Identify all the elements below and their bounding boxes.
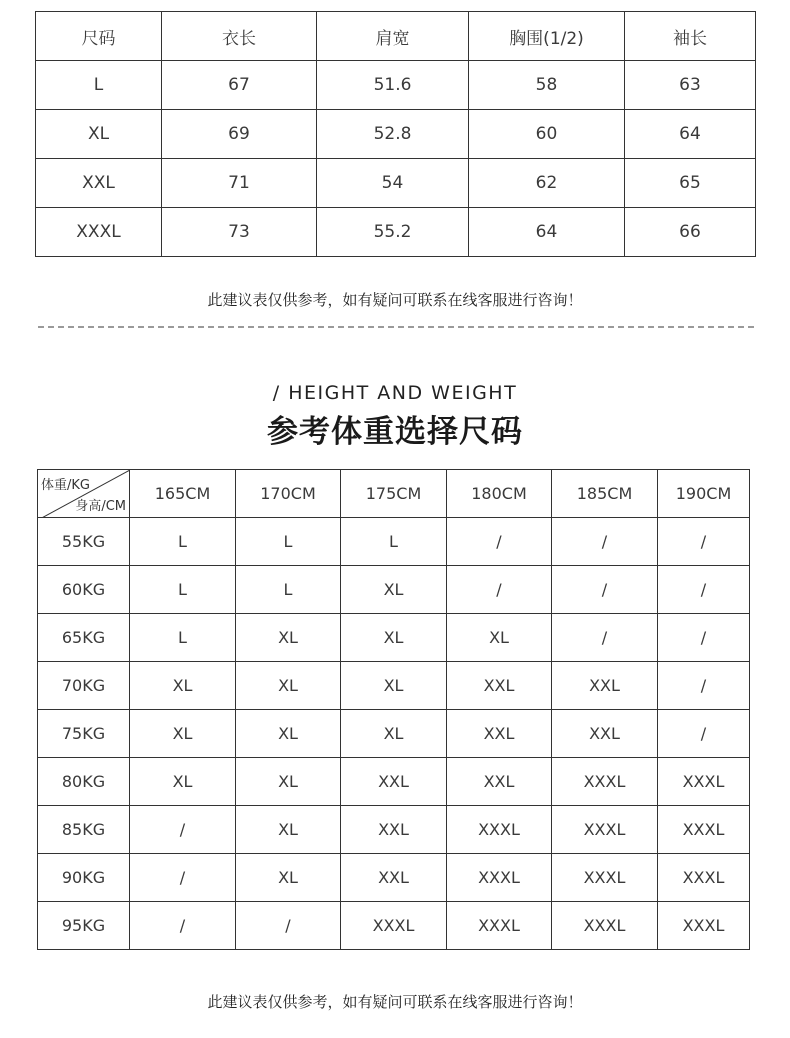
size-table-header: 胸围(1/2) — [469, 12, 625, 61]
recommended-size-cell: XL — [236, 614, 341, 662]
hw-table-row — [38, 758, 750, 806]
recommended-size-cell: L — [341, 518, 447, 566]
hw-table-row — [38, 662, 750, 710]
recommended-size-cell: / — [447, 518, 552, 566]
hw-table-row — [38, 902, 750, 950]
recommended-size-cell: XXXL — [658, 902, 750, 950]
shoulder-cell: 54 — [317, 159, 469, 208]
weight-cell: 55KG — [38, 518, 130, 566]
section-title: 参考体重选择尺码 — [267, 414, 523, 450]
recommended-size-cell: L — [236, 566, 341, 614]
recommended-size-cell: XL — [236, 710, 341, 758]
hw-table-body — [38, 518, 750, 950]
shoulder-cell: 55.2 — [317, 208, 469, 257]
size-table-header: 肩宽 — [317, 12, 469, 61]
recommended-size-cell: XXL — [447, 710, 552, 758]
weight-cell: 85KG — [38, 806, 130, 854]
recommended-size-cell: L — [130, 566, 236, 614]
recommended-size-cell: L — [130, 518, 236, 566]
weight-cell: 90KG — [38, 854, 130, 902]
recommended-size-cell: XXL — [341, 854, 447, 902]
recommended-size-cell: XXXL — [341, 902, 447, 950]
recommended-size-cell: XL — [130, 662, 236, 710]
recommended-size-cell: / — [447, 566, 552, 614]
recommended-size-cell: / — [130, 902, 236, 950]
size-cell: XXXL — [36, 208, 162, 257]
corner-height-label: 身高/CM — [75, 499, 126, 514]
sleeve-cell: 64 — [625, 110, 756, 159]
sleeve-cell: 63 — [625, 61, 756, 110]
length-cell: 67 — [162, 61, 317, 110]
recommended-size-cell: XXXL — [658, 758, 750, 806]
height-header: 170CM — [236, 470, 341, 518]
size-measurement-table — [35, 11, 756, 257]
recommended-size-cell: XXL — [341, 806, 447, 854]
recommended-size-cell: / — [658, 614, 750, 662]
sleeve-cell: 66 — [625, 208, 756, 257]
height-header: 190CM — [658, 470, 750, 518]
size-table-row — [36, 110, 756, 159]
length-cell: 69 — [162, 110, 317, 159]
dashed-divider — [38, 326, 754, 328]
weight-cell: 70KG — [38, 662, 130, 710]
recommended-size-cell: XXXL — [447, 854, 552, 902]
hw-table-row — [38, 710, 750, 758]
chest-cell: 62 — [469, 159, 625, 208]
recommended-size-cell: XXXL — [552, 902, 658, 950]
recommended-size-cell: XXXL — [658, 806, 750, 854]
corner-weight-label: 体重/KG — [41, 478, 90, 493]
recommended-size-cell: / — [552, 614, 658, 662]
height-weight-table — [37, 469, 750, 950]
weight-cell: 65KG — [38, 614, 130, 662]
recommended-size-cell: XXXL — [447, 902, 552, 950]
recommended-size-cell: XL — [341, 614, 447, 662]
recommended-size-cell: XXXL — [447, 806, 552, 854]
length-cell: 71 — [162, 159, 317, 208]
size-cell: XXL — [36, 159, 162, 208]
size-table-header: 尺码 — [36, 12, 162, 61]
weight-cell: 80KG — [38, 758, 130, 806]
disclaimer-note: 此建议表仅供参考，如有疑问可联系在线客服进行咨询！ — [207, 993, 583, 1011]
recommended-size-cell: XL — [130, 758, 236, 806]
recommended-size-cell: / — [658, 566, 750, 614]
recommended-size-cell: / — [552, 566, 658, 614]
chest-cell: 64 — [469, 208, 625, 257]
weight-cell: 95KG — [38, 902, 130, 950]
hw-table-row — [38, 566, 750, 614]
size-table-header-row — [36, 12, 756, 61]
recommended-size-cell: XXL — [552, 662, 658, 710]
recommended-size-cell: XXL — [552, 710, 658, 758]
size-table-row — [36, 61, 756, 110]
recommended-size-cell: XL — [236, 806, 341, 854]
recommended-size-cell: XL — [447, 614, 552, 662]
recommended-size-cell: / — [658, 518, 750, 566]
recommended-size-cell: L — [130, 614, 236, 662]
hw-table-row — [38, 854, 750, 902]
chest-cell: 60 — [469, 110, 625, 159]
weight-cell: 75KG — [38, 710, 130, 758]
recommended-size-cell: / — [658, 662, 750, 710]
recommended-size-cell: L — [236, 518, 341, 566]
recommended-size-cell: / — [130, 854, 236, 902]
height-header: 185CM — [552, 470, 658, 518]
hw-table-row — [38, 614, 750, 662]
recommended-size-cell: XXXL — [658, 854, 750, 902]
size-table-header: 袖长 — [625, 12, 756, 61]
recommended-size-cell: XL — [236, 662, 341, 710]
recommended-size-cell: / — [236, 902, 341, 950]
height-header: 165CM — [130, 470, 236, 518]
recommended-size-cell: XL — [130, 710, 236, 758]
recommended-size-cell: XL — [236, 758, 341, 806]
recommended-size-cell: XL — [341, 662, 447, 710]
recommended-size-cell: XL — [341, 710, 447, 758]
hw-table-header-row — [38, 470, 750, 518]
recommended-size-cell: XL — [341, 566, 447, 614]
hw-table-row — [38, 518, 750, 566]
size-cell: XL — [36, 110, 162, 159]
size-cell: L — [36, 61, 162, 110]
height-header: 180CM — [447, 470, 552, 518]
size-table-row — [36, 208, 756, 257]
height-header: 175CM — [341, 470, 447, 518]
disclaimer-note: 此建议表仅供参考，如有疑问可联系在线客服进行咨询！ — [207, 291, 583, 309]
length-cell: 73 — [162, 208, 317, 257]
size-table-header: 衣长 — [162, 12, 317, 61]
sleeve-cell: 65 — [625, 159, 756, 208]
recommended-size-cell: XXXL — [552, 758, 658, 806]
recommended-size-cell: / — [552, 518, 658, 566]
recommended-size-cell: XXL — [447, 662, 552, 710]
shoulder-cell: 52.8 — [317, 110, 469, 159]
recommended-size-cell: XL — [236, 854, 341, 902]
chest-cell: 58 — [469, 61, 625, 110]
size-table-row — [36, 159, 756, 208]
recommended-size-cell: XXL — [447, 758, 552, 806]
hw-table-row — [38, 806, 750, 854]
corner-header-cell — [38, 470, 130, 518]
section-subtitle: / HEIGHT AND WEIGHT — [272, 382, 518, 404]
recommended-size-cell: XXL — [341, 758, 447, 806]
recommended-size-cell: XXXL — [552, 806, 658, 854]
recommended-size-cell: XXXL — [552, 854, 658, 902]
weight-cell: 60KG — [38, 566, 130, 614]
recommended-size-cell: / — [130, 806, 236, 854]
recommended-size-cell: / — [658, 710, 750, 758]
shoulder-cell: 51.6 — [317, 61, 469, 110]
